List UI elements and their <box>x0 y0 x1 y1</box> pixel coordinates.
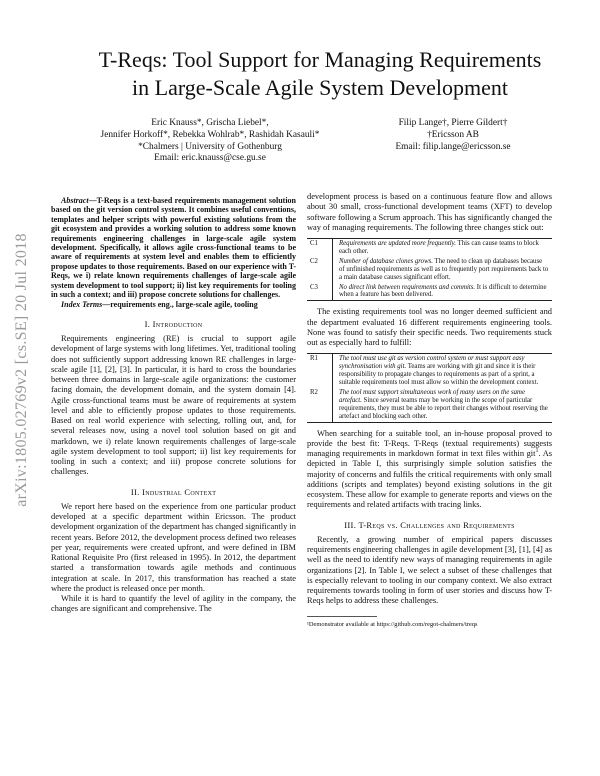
author-names-2: Jennifer Horkoff*, Rebekka Wohlrab*, Rashidah Kasauli* <box>100 129 320 140</box>
author-affiliation: †Ericsson AB <box>427 129 479 140</box>
section-heading-industrial-context: II. Industrial Context <box>130 486 217 497</box>
abstract: Abstract—T-Reqs is a text-based requirements management solution based on the git version control system. It combines useful conventions, templates and helper scripts with powerful existing solutions from the git ecosystem and provides a working solution to address some known requirements engineering challenges in large-scale agile system development. Specifically, it allows agile cross-functional teams to be aware of requirements at system level and enables them to efficiently propose updates to those requirements. Based on our experience with T-Reqs, we i) relate known requirements challenges of large-scale agile system development to tool support; ii) list key requirements for tooling in such a context; and iii) propose concrete solutions for challenges. <box>51 196 296 300</box>
title-line-1: T-Reqs: Tool Support for Managing Requirements <box>98 47 542 72</box>
context-paragraph-3: development process is based on a continuous feature flow and allows about 30 small, cross-functional development teams (XFT) to develop software following a Scrum approach. This has significantly changed the way of managing requirements. The following three changes stick out: <box>307 192 552 232</box>
author-names-1: Eric Knauss*, Grischa Liebel*, <box>151 118 269 128</box>
treqs-paragraph: When searching for a suitable tool, an in-house proposal proved to provide the best fit: T-Reqs. T-Reqs (textual requirements) suggests managing requirements in markdown format in text files within git$^1$. As depicted in Table I, this surprisingly simple solution satisfies the majority of concerns and fulfils the critical requirements with only small additions (scripts and templates) beyond existing solutions in the git ecosystem. These allow for example to generate reports and views on the requirements and related artifacts with tracing links. <box>307 428 552 510</box>
right-column <box>307 192 552 630</box>
requirements-table <box>307 353 552 422</box>
footnote-marker: 1 <box>535 448 539 455</box>
introduction-paragraph: Requirements engineering (RE) is crucial to support agile development of large systems with long lifetimes. Yet, traditional tooling does not sufficiently support addressing known RE challenges in large-scale agile [1], [2], [3]. In particular, it is hard to cross the boundaries between three domains in large-scale agile organizations: the customer facing domain, the development domain, and the system domain [4]. Agile cross-functional teams must be aware of requirements at system level and able to efficiently propose updates to those requirements. Based on real world experience with selecting, rolling out, and, for several releases now, using a novel tool solution based on git and markdown, we i) relate known requirements challenges of large-scale agile system development to tool support; ii) list key requirements for tooling in such a context; and iii) propose concrete solutions for challenges. <box>51 334 296 477</box>
table-row: R1 The tool must use git as version control system or must support easy synchronisation with git. Teams are working with git and since it is their responsibility to propagate changes to requirements as part of a sprint, a suitable requirements tool must allow so within the development context. <box>307 354 552 388</box>
index-terms: Index Terms—requirements eng., large-scale agile, tooling <box>61 300 258 310</box>
context-paragraph-1: We report here based on the experience from one particular product developed at a specific department within Ericsson. The product development organization of the department has changed significantly in recent years. Before 2012, the development process defined two releases per year, requirements were created upfront, and were defined in IBM Rational Requisite Pro (first released in 1995). In 2012, the department started a transformation towards agile methods and continuous integration at scale. In 2017, this transformation has reached a state where the product is released once per month. <box>51 501 296 593</box>
arxiv-identifier: arXiv:1805.02769v2 [cs.SE] 20 Jul 2018 <box>13 233 31 507</box>
section-heading-introduction: I. Introduction <box>144 318 203 329</box>
table-row: C2 Number of database clones grows. The need to clean up databases because of unfinished requirements as well as to frequently port requirements back to a main database causes significant effort. <box>307 257 552 283</box>
changes-table <box>307 238 552 301</box>
paper-title <box>40 46 600 102</box>
table-row: C1 Requirements are updated more frequently. This can cause teams to block each other. <box>307 239 552 257</box>
author-email: Email: filip.lange@ericsson.se <box>395 141 511 152</box>
author-email: Email: eric.knauss@cse.gu.se <box>154 153 266 164</box>
tool-evaluation-paragraph: The existing requirements tool was no longer deemed sufficient and the department evaluated 16 different requirements engineering tools. None was found to satisfy their specific needs. Two requirements stuck out as especially hard to fulfill: <box>307 307 552 348</box>
author-block-ericsson <box>378 118 528 153</box>
context-paragraph-2: While it is hard to quantify the level of agility in the company, the changes are significant and comprehensive. The <box>51 594 296 614</box>
author-affiliation: *Chalmers | University of Gothenburg <box>138 141 282 152</box>
title-line-2: in Large-Scale Agile System Development <box>132 75 508 100</box>
table-row: R2 The tool must support simultaneous work of many users on the same artefact. Since several teams may be working in the scope of particular requirements, they must be able to report their changes without reserving the artefact and blocking each other. <box>307 388 552 422</box>
footnote-rule <box>307 616 377 617</box>
table-row: C3 No direct link between requirements and commits. It is difficult to determine when a feature has been delivered. <box>307 283 552 301</box>
left-column <box>51 196 296 615</box>
section-heading-challenges: III. T-Reqs vs. Challenges and Requirements <box>344 519 515 530</box>
challenges-paragraph: Recently, a growing number of empirical papers discusses requirements engineering challenges in agile development [3], [1], [4] as well as the need to identify new ways of managing requirements in agile organizations [2]. In Table I, we select a subset of these challenges that is especially relevant to tooling in our company context. We also extract requirements towards tooling in form of user stories and discuss how T-Reqs helps to address these challenges. <box>307 534 552 606</box>
footnote: ¹Demonstrator available at https://github.com/regot-chalmers/treqs <box>307 620 478 628</box>
author-names: Filip Lange†, Pierre Gildert† <box>398 118 508 128</box>
author-block-chalmers <box>70 118 350 165</box>
